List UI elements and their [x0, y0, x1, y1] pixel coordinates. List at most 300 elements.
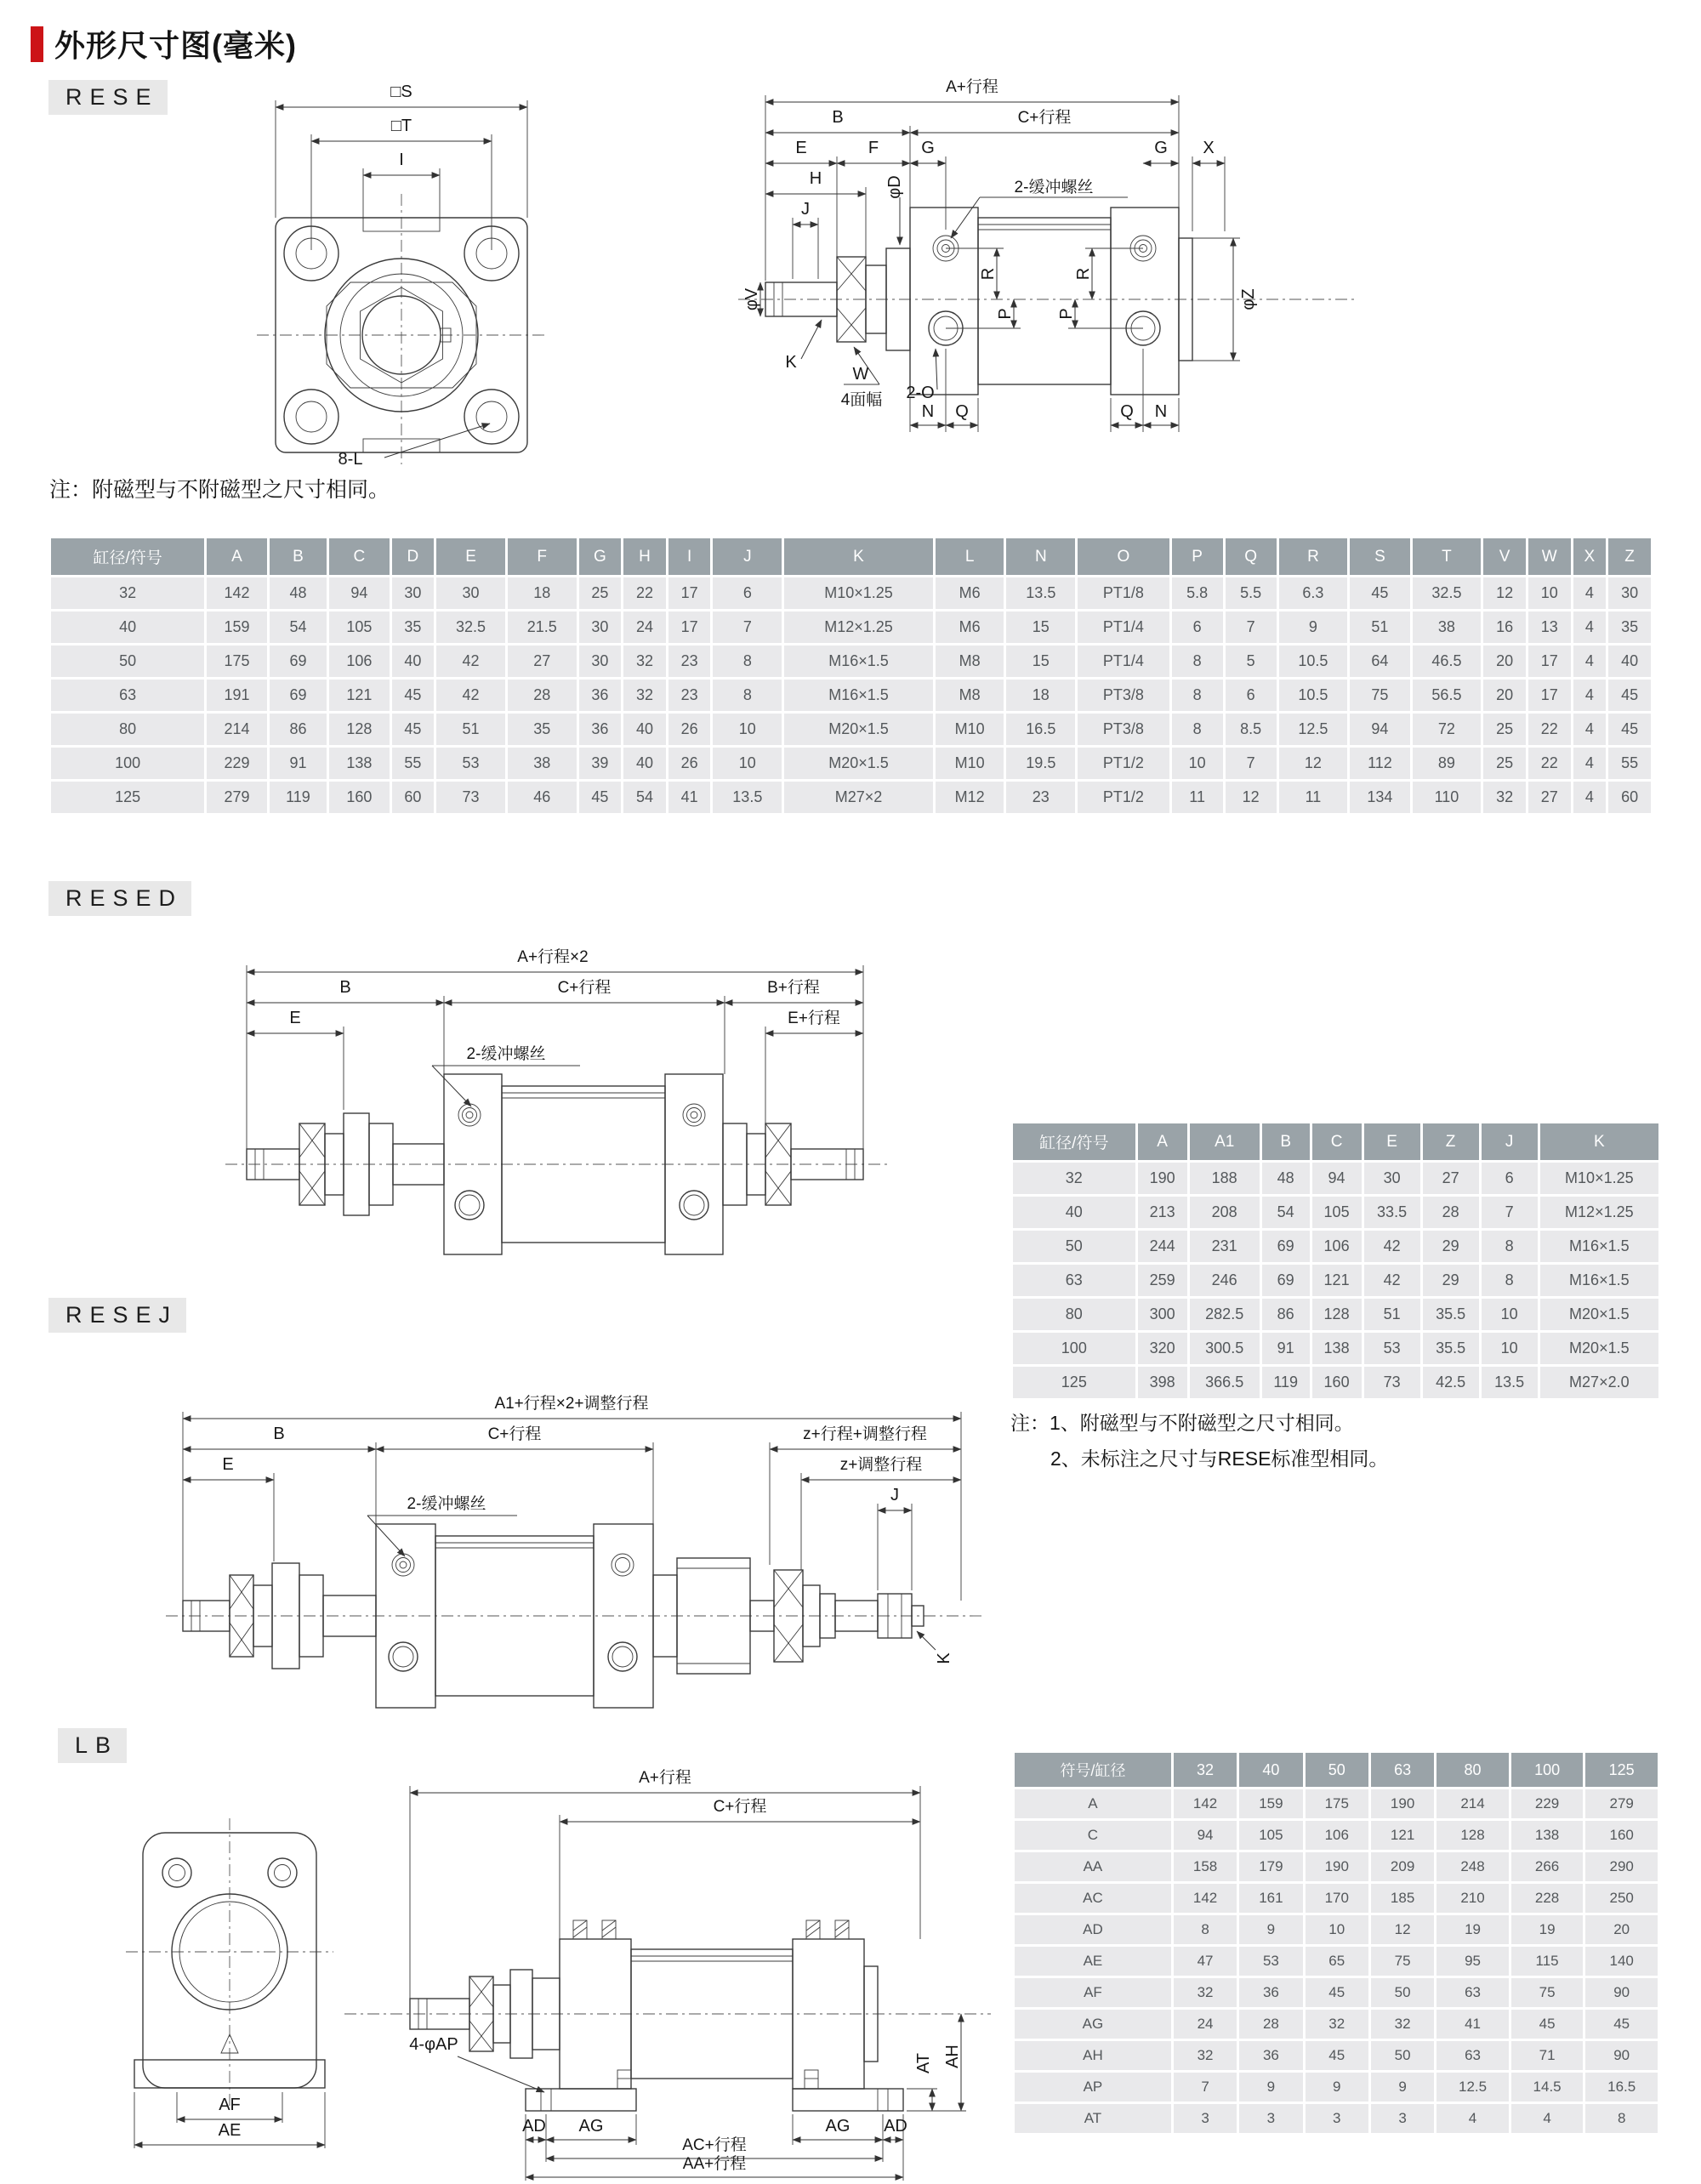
value-cell: 190 [1371, 1789, 1434, 1818]
value-cell: M12×1.25 [1540, 1197, 1658, 1228]
value-cell: 40 [623, 748, 666, 779]
dim-label-e: E [222, 1455, 234, 1474]
value-cell: 7 [1226, 611, 1277, 643]
dim-label-f: F [868, 139, 879, 157]
value-cell: 69 [270, 680, 327, 711]
value-cell: 36 [1239, 2041, 1302, 2070]
value-cell: 13.5 [1006, 577, 1075, 609]
table-row [1015, 1884, 1658, 1913]
value-cell: PT1/2 [1078, 782, 1169, 813]
front-view-centerlines [257, 194, 548, 464]
value-cell: 27 [1528, 782, 1571, 813]
value-cell: 51 [1350, 611, 1409, 643]
table-row [1013, 1197, 1658, 1228]
value-cell: 19 [1436, 1915, 1509, 1944]
value-cell: 40 [1608, 646, 1651, 677]
value-cell: 10.5 [1279, 646, 1348, 677]
value-cell: 45 [1350, 577, 1409, 609]
column-header: E [436, 538, 505, 575]
value-cell: M16×1.5 [784, 646, 933, 677]
value-cell: 112 [1350, 748, 1409, 779]
value-cell: 72 [1413, 714, 1482, 745]
value-cell: 48 [1262, 1163, 1310, 1194]
value-cell: 28 [1423, 1197, 1479, 1228]
value-cell: 20 [1585, 1915, 1658, 1944]
value-cell: 42 [1364, 1231, 1420, 1262]
column-header: 缸径/符号 [1013, 1123, 1135, 1160]
dim-label-g-right: G [1154, 139, 1168, 157]
value-cell: 159 [1239, 1789, 1302, 1818]
row-header-cell: 50 [1013, 1231, 1135, 1262]
value-cell: 5.8 [1172, 577, 1223, 609]
dim-label-k: K [935, 1652, 953, 1664]
value-cell: 30 [392, 577, 435, 609]
value-cell: 50 [1371, 1978, 1434, 2007]
value-cell: 14.5 [1511, 2073, 1584, 2102]
value-cell: 42 [1364, 1265, 1420, 1296]
value-cell: M27×2 [784, 782, 933, 813]
value-cell: 246 [1190, 1265, 1260, 1296]
value-cell: 27 [1423, 1163, 1479, 1194]
side-view-dimensions [742, 77, 1258, 432]
value-cell: 160 [1585, 1821, 1658, 1850]
value-cell: 8 [1172, 680, 1223, 711]
value-cell: M27×2.0 [1540, 1367, 1658, 1398]
value-cell: 121 [1312, 1265, 1362, 1296]
value-cell: 142 [207, 577, 266, 609]
dim-label-ah: AH [943, 2045, 962, 2068]
value-cell: 214 [207, 714, 266, 745]
resed-dimensions-table [1010, 1121, 1661, 1401]
row-header-cell: AF [1015, 1978, 1171, 2007]
value-cell: M16×1.5 [1540, 1265, 1658, 1296]
value-cell: 90 [1585, 1978, 1658, 2007]
value-cell: 11 [1172, 782, 1223, 813]
value-cell: 32 [1174, 2041, 1237, 2070]
value-cell: M10×1.25 [1540, 1163, 1658, 1194]
dim-label-aa: AA+行程 [682, 2155, 747, 2173]
row-header-cell: AT [1015, 2104, 1171, 2133]
value-cell: 29 [1423, 1265, 1479, 1296]
value-cell: 7 [1174, 2073, 1237, 2102]
dim-label-q-left: Q [955, 402, 969, 421]
table-row [51, 646, 1651, 677]
value-cell: 45 [1511, 2010, 1584, 2039]
value-cell: 6.3 [1279, 577, 1348, 609]
table-row [1013, 1333, 1658, 1364]
value-cell: 128 [1312, 1299, 1362, 1330]
value-cell: 4 [1573, 646, 1607, 677]
row-header-cell: 63 [51, 680, 204, 711]
dim-label-n-left: N [921, 402, 935, 421]
lb-front-centerlines [126, 1818, 333, 2109]
value-cell: 47 [1174, 1947, 1237, 1976]
column-header: H [623, 538, 666, 575]
value-cell: 75 [1350, 680, 1409, 711]
value-cell: 10 [1306, 1915, 1368, 1944]
value-cell: 210 [1436, 1884, 1509, 1913]
column-header: Z [1423, 1123, 1479, 1160]
value-cell: 32.5 [436, 611, 505, 643]
value-cell: 91 [1262, 1333, 1310, 1364]
value-cell: 53 [436, 748, 505, 779]
value-cell: 320 [1138, 1333, 1187, 1364]
value-cell: M12 [936, 782, 1004, 813]
value-cell: 6 [1226, 680, 1277, 711]
column-header: 40 [1239, 1753, 1302, 1787]
value-cell: 10 [1482, 1333, 1538, 1364]
value-cell: 15 [1006, 646, 1075, 677]
value-cell: 3 [1371, 2104, 1434, 2133]
value-cell: 42 [436, 646, 505, 677]
row-header-cell: 40 [1013, 1197, 1135, 1228]
value-cell: 12.5 [1436, 2073, 1509, 2102]
value-cell: 6 [1172, 611, 1223, 643]
value-cell: 60 [392, 782, 435, 813]
value-cell: 175 [207, 646, 266, 677]
column-header: G [579, 538, 622, 575]
dim-label-p-right: P [1057, 308, 1076, 320]
table-row [1015, 1915, 1658, 1944]
value-cell: 4 [1573, 748, 1607, 779]
value-cell: 20 [1483, 646, 1526, 677]
value-cell: 9 [1239, 1915, 1302, 1944]
title-accent-bar [31, 26, 43, 62]
table-row [1015, 2010, 1658, 2039]
value-cell: 40 [392, 646, 435, 677]
dim-label-2o: 2-O [906, 384, 935, 402]
column-header: 125 [1585, 1753, 1658, 1787]
value-cell: 25 [579, 577, 622, 609]
value-cell: 229 [207, 748, 266, 779]
value-cell: 30 [579, 646, 622, 677]
table-row [1015, 2104, 1658, 2133]
row-header-cell: AD [1015, 1915, 1171, 1944]
value-cell: 106 [329, 646, 389, 677]
value-cell: 4 [1511, 2104, 1584, 2133]
value-cell: 18 [508, 577, 577, 609]
value-cell: 36 [1239, 1978, 1302, 2007]
value-cell: 35.5 [1423, 1333, 1479, 1364]
value-cell: 54 [270, 611, 327, 643]
value-cell: 30 [436, 577, 505, 609]
dim-label-x: X [1203, 139, 1215, 157]
value-cell: 29 [1423, 1231, 1479, 1262]
value-cell: 160 [329, 782, 389, 813]
section-label-lb: LB [58, 1728, 127, 1763]
dim-label-c: C+行程 [1017, 109, 1072, 127]
table-row [51, 680, 1651, 711]
value-cell: 75 [1371, 1947, 1434, 1976]
row-header-cell: 63 [1013, 1265, 1135, 1296]
table-row [1015, 1947, 1658, 1976]
value-cell: M20×1.5 [1540, 1299, 1658, 1330]
value-cell: 248 [1436, 1852, 1509, 1881]
dim-label-ag-left: AG [578, 2117, 604, 2136]
column-header: A [1138, 1123, 1187, 1160]
column-header: J [713, 538, 782, 575]
value-cell: 10.5 [1279, 680, 1348, 711]
column-header: 80 [1436, 1753, 1509, 1787]
value-cell: 19.5 [1006, 748, 1075, 779]
value-cell: 138 [1511, 1821, 1584, 1850]
value-cell: 7 [1226, 748, 1277, 779]
table-row [51, 714, 1651, 745]
column-header: E [1364, 1123, 1420, 1160]
dim-label-buffer-screws: 2-缓冲螺丝 [466, 1045, 546, 1063]
table-row [1015, 1789, 1658, 1818]
dim-label-dia-z: φZ [1239, 288, 1258, 310]
resed-note-2: 2、未标注之尺寸与RESE标准型相同。 [1050, 1447, 1389, 1470]
column-header: D [392, 538, 435, 575]
value-cell: PT1/4 [1078, 611, 1169, 643]
value-cell: 73 [1364, 1367, 1420, 1398]
value-cell: PT1/2 [1078, 748, 1169, 779]
column-header: I [668, 538, 711, 575]
value-cell: 55 [392, 748, 435, 779]
column-header: F [508, 538, 577, 575]
value-cell: 8 [1174, 1915, 1237, 1944]
value-cell: M10 [936, 748, 1004, 779]
value-cell: PT3/8 [1078, 680, 1169, 711]
value-cell: 13 [1528, 611, 1571, 643]
value-cell: M6 [936, 611, 1004, 643]
dim-label-a: A+行程 [639, 1769, 691, 1787]
column-header: B [1262, 1123, 1310, 1160]
value-cell: 53 [1364, 1333, 1420, 1364]
value-cell: 121 [329, 680, 389, 711]
dim-label-z-adj: z+调整行程 [839, 1456, 923, 1474]
value-cell: 18 [1006, 680, 1075, 711]
dim-label-a2: A+行程×2 [517, 948, 589, 966]
value-cell: M10 [936, 714, 1004, 745]
value-cell: 8 [1482, 1265, 1538, 1296]
column-header: B [270, 538, 327, 575]
row-header-cell: AG [1015, 2010, 1171, 2039]
value-cell: PT1/8 [1078, 577, 1169, 609]
value-cell: 106 [1306, 1821, 1368, 1850]
value-cell: 10 [713, 748, 782, 779]
row-header-cell: AP [1015, 2073, 1171, 2102]
value-cell: 26 [668, 714, 711, 745]
section-label-resed: RESED [48, 881, 191, 916]
column-header: S [1350, 538, 1409, 575]
value-cell: 11 [1279, 782, 1348, 813]
value-cell: 22 [623, 577, 666, 609]
table-row [1015, 1852, 1658, 1881]
value-cell: 50 [1371, 2041, 1434, 2070]
value-cell: 20 [1483, 680, 1526, 711]
dim-label-r-right: R [1074, 267, 1093, 281]
dim-label-t: □T [390, 117, 412, 135]
lb-front-dimensions [134, 2092, 325, 2148]
value-cell: 9 [1239, 2073, 1302, 2102]
value-cell: 300.5 [1190, 1333, 1260, 1364]
dim-label-b: B [273, 1425, 285, 1443]
dim-label-k: K [785, 353, 797, 372]
value-cell: 89 [1413, 748, 1482, 779]
value-cell: 17 [668, 611, 711, 643]
value-cell: 35 [508, 714, 577, 745]
value-cell: 142 [1174, 1884, 1237, 1913]
column-header: L [936, 538, 1004, 575]
value-cell: 26 [668, 748, 711, 779]
column-header: 缸径/符号 [51, 538, 204, 575]
value-cell: 16.5 [1006, 714, 1075, 745]
value-cell: 138 [1312, 1333, 1362, 1364]
dim-label-b: B [832, 108, 844, 127]
value-cell: 28 [1239, 2010, 1302, 2039]
value-cell: 17 [1528, 646, 1571, 677]
page-title: 外形尺寸图(毫米) [54, 28, 297, 63]
column-header: W [1528, 538, 1571, 575]
row-header-cell: 50 [51, 646, 204, 677]
value-cell: 46.5 [1413, 646, 1482, 677]
dim-label-ad-left: AD [522, 2117, 546, 2136]
value-cell: 191 [207, 680, 266, 711]
value-cell: 36 [579, 680, 622, 711]
value-cell: 9 [1306, 2073, 1368, 2102]
rese-side-view-drawing [723, 68, 1369, 459]
row-header-cell: 32 [1013, 1163, 1135, 1194]
value-cell: 45 [1306, 2041, 1368, 2070]
table-header-row [1015, 1753, 1658, 1787]
dim-label-i: I [399, 151, 404, 169]
table-row [1013, 1163, 1658, 1194]
value-cell: 33.5 [1364, 1197, 1420, 1228]
value-cell: 8 [1172, 646, 1223, 677]
value-cell: 140 [1585, 1947, 1658, 1976]
dim-label-ac: AC+行程 [682, 2136, 747, 2154]
dim-label-c: C+行程 [557, 979, 612, 997]
value-cell: 23 [1006, 782, 1075, 813]
value-cell: 32 [623, 680, 666, 711]
value-cell: 32 [1306, 2010, 1368, 2039]
value-cell: 10 [1172, 748, 1223, 779]
value-cell: 134 [1350, 782, 1409, 813]
value-cell: 42 [436, 680, 505, 711]
value-cell: 115 [1511, 1947, 1584, 1976]
value-cell: 228 [1511, 1884, 1584, 1913]
dim-label-ae: AE [218, 2121, 242, 2140]
value-cell: 46 [508, 782, 577, 813]
column-header: 63 [1371, 1753, 1434, 1787]
value-cell: 12 [1226, 782, 1277, 813]
dim-label-dia-v: φV [742, 287, 761, 311]
value-cell: 4 [1573, 611, 1607, 643]
table-row [1015, 1978, 1658, 2007]
value-cell: 300 [1138, 1299, 1187, 1330]
column-header: R [1279, 538, 1348, 575]
table-row [1015, 2041, 1658, 2070]
value-cell: 19 [1511, 1915, 1584, 1944]
value-cell: 35.5 [1423, 1299, 1479, 1330]
value-cell: 65 [1306, 1947, 1368, 1976]
value-cell: 12 [1279, 748, 1348, 779]
value-cell: 32 [1371, 2010, 1434, 2039]
value-cell: 188 [1190, 1163, 1260, 1194]
value-cell: 27 [508, 646, 577, 677]
value-cell: M8 [936, 646, 1004, 677]
value-cell: 13.5 [1482, 1367, 1538, 1398]
value-cell: 7 [1482, 1197, 1538, 1228]
value-cell: 190 [1306, 1852, 1368, 1881]
value-cell: 25 [1483, 748, 1526, 779]
value-cell: 8 [713, 680, 782, 711]
value-cell: M10×1.25 [784, 577, 933, 609]
dim-label-w-note: 4面幅 [840, 391, 883, 409]
value-cell: 94 [1312, 1163, 1362, 1194]
lb-side-dimensions [409, 1768, 966, 2181]
dim-label-c: C+行程 [713, 1798, 767, 1816]
lb-dimensions-table [1012, 1750, 1660, 2136]
section-label-resej: RESEJ [48, 1298, 186, 1333]
value-cell: 54 [623, 782, 666, 813]
row-header-cell: AH [1015, 2041, 1171, 2070]
value-cell: 279 [207, 782, 266, 813]
value-cell: M20×1.5 [1540, 1333, 1658, 1364]
resej-drawing [153, 1386, 995, 1731]
dim-label-w: W [852, 365, 869, 384]
value-cell: 35 [1608, 611, 1651, 643]
value-cell: 266 [1511, 1852, 1584, 1881]
dim-label-n-right: N [1154, 402, 1168, 421]
value-cell: 138 [329, 748, 389, 779]
value-cell: 214 [1436, 1789, 1509, 1818]
value-cell: 90 [1585, 2041, 1658, 2070]
value-cell: 3 [1306, 2104, 1368, 2133]
value-cell: 159 [207, 611, 266, 643]
value-cell: 366.5 [1190, 1367, 1260, 1398]
dim-label-at: AT [914, 2052, 933, 2074]
value-cell: 4 [1573, 577, 1607, 609]
dim-label-buffer-screws: 2-缓冲螺丝 [1014, 179, 1094, 196]
value-cell: 4 [1573, 680, 1607, 711]
row-header-cell: 100 [51, 748, 204, 779]
value-cell: PT3/8 [1078, 714, 1169, 745]
value-cell: 3 [1239, 2104, 1302, 2133]
dim-label-buffer-screws: 2-缓冲螺丝 [407, 1495, 486, 1513]
value-cell: 158 [1174, 1852, 1237, 1881]
rese-dimensions-table [48, 536, 1653, 816]
column-header: 50 [1306, 1753, 1368, 1787]
value-cell: 69 [1262, 1265, 1310, 1296]
dim-label-af: AF [219, 2096, 241, 2114]
table-row [51, 782, 1651, 813]
dim-label-s: □S [390, 82, 412, 101]
column-header: N [1006, 538, 1075, 575]
value-cell: M6 [936, 577, 1004, 609]
value-cell: 56.5 [1413, 680, 1482, 711]
dim-label-e: E [795, 139, 807, 157]
column-header: 32 [1174, 1753, 1237, 1787]
dim-label-p-left: P [996, 308, 1015, 320]
row-header-cell: AA [1015, 1852, 1171, 1881]
value-cell: 24 [1174, 2010, 1237, 2039]
value-cell: 75 [1511, 1978, 1584, 2007]
value-cell: 16.5 [1585, 2073, 1658, 2102]
value-cell: 10 [1528, 577, 1571, 609]
value-cell: 54 [1262, 1197, 1310, 1228]
value-cell: 6 [713, 577, 782, 609]
value-cell: 60 [1608, 782, 1651, 813]
value-cell: 128 [1436, 1821, 1509, 1850]
value-cell: M20×1.5 [784, 748, 933, 779]
value-cell: 119 [1262, 1367, 1310, 1398]
value-cell: 9 [1371, 2073, 1434, 2102]
value-cell: 8 [1585, 2104, 1658, 2133]
dim-label-a1: A1+行程×2+调整行程 [494, 1395, 649, 1413]
